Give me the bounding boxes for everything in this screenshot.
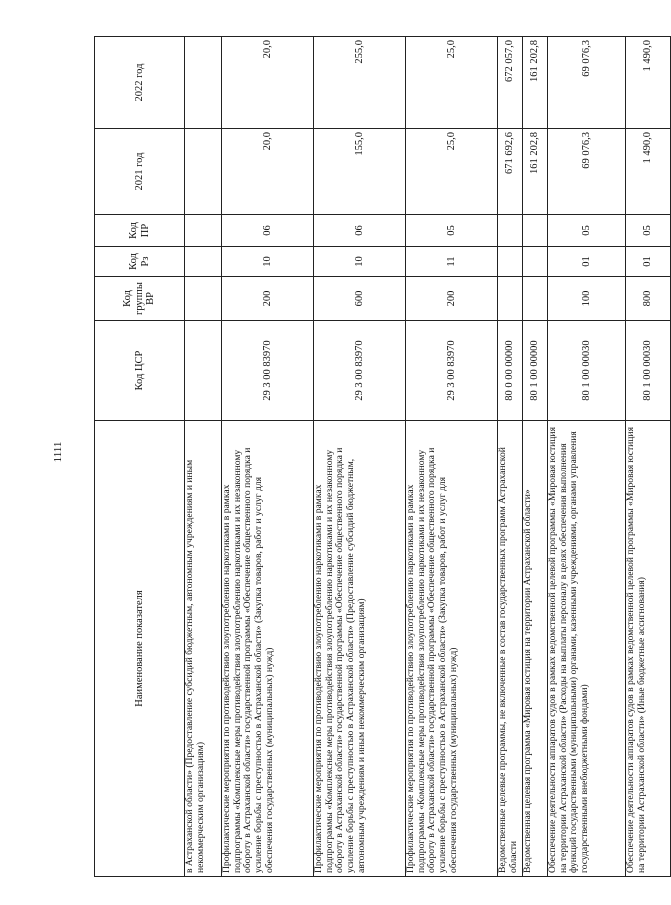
row-pr	[185, 215, 222, 247]
row-vr	[185, 277, 222, 321]
table-row	[498, 37, 523, 877]
budget-table	[94, 36, 671, 877]
row-name: Профилактические мероприятия по противодействию злоупотреблению наркотиками в рамках подпрограммы «Комплексные меры противодействия злоупотреблению наркотиками и их незаконному обороту в Астраханской области» государственной программы «Обеспечение общественного порядка и усиление борьбы с преступностью в Астраханской области» (Закупка товаров, работ и услуг для обеспечения государственных (муниципальных) нужд)	[406, 421, 498, 877]
table-row	[626, 37, 671, 877]
row-2022: 161 202,8	[523, 37, 548, 129]
row-2022: 25,0	[406, 37, 498, 129]
row-2021: 671 692,6	[498, 129, 523, 215]
row-csr: 29 3 00 83970	[222, 321, 314, 421]
row-2021: 155,0	[314, 129, 406, 215]
row-2022	[185, 37, 222, 129]
row-pr: 06	[314, 215, 406, 247]
row-vr: 100	[548, 277, 626, 321]
row-csr	[185, 321, 222, 421]
row-name: Профилактические мероприятия по противодействию злоупотреблению наркотиками в рамках подпрограммы «Комплексные меры противодействия злоупотреблению наркотиками и их незаконному обороту в Астраханской области» государственной программы «Обеспечение общественного порядка и усиление борьбы с преступностью в Астраханской области» (Закупка товаров, работ и услуг для обеспечения государственных (муниципальных) нужд)	[222, 421, 314, 877]
table-row	[314, 37, 406, 877]
row-vr	[498, 277, 523, 321]
row-rz: 10	[222, 247, 314, 277]
row-pr: 05	[626, 215, 671, 247]
header-pr: Код ПР	[95, 215, 185, 247]
row-name: в Астраханской области» (Предоставление субсидий бюджетным, автономным учреждениям и иным некоммерческим организациям)	[185, 421, 222, 877]
row-rz: 01	[548, 247, 626, 277]
row-csr: 80 0 00 00000	[498, 321, 523, 421]
header-vr: Код группы ВР	[95, 277, 185, 321]
row-2021: 69 076,3	[548, 129, 626, 215]
header-2022: 2022 год	[95, 37, 185, 129]
row-name: Профилактические мероприятия по противодействию злоупотреблению наркотиками в рамках подпрограммы «Комплексные меры противодействия злоупотреблению наркотиками и их незаконному обороту в Астраханской области» государственной программы «Обеспечение общественного порядка и усиление борьбы с преступностью в Астраханской области» (Предоставление субсидий бюджетным, автономным учреждениям и иным некоммерческим организациям)	[314, 421, 406, 877]
row-pr: 05	[406, 215, 498, 247]
row-name: Обеспечение деятельности аппаратов судов в рамках ведомственной целевой программы «Мировая юстиция на территории Астраханской области» (Иные бюджетные ассигнования)	[626, 421, 671, 877]
row-csr: 29 3 00 83970	[406, 321, 498, 421]
row-2021: 25,0	[406, 129, 498, 215]
row-2022: 20,0	[222, 37, 314, 129]
row-pr: 06	[222, 215, 314, 247]
row-2021: 20,0	[222, 129, 314, 215]
row-vr: 200	[222, 277, 314, 321]
row-name: Ведомственные целевые программы, не включенные в состав государственных программ Астраханской области	[498, 421, 523, 877]
row-2022: 69 076,3	[548, 37, 626, 129]
header-name: Наименование показателя	[95, 421, 185, 877]
row-2022: 672 057,0	[498, 37, 523, 129]
row-rz	[523, 247, 548, 277]
row-rz: 11	[406, 247, 498, 277]
header-rz: Код Рз	[95, 247, 185, 277]
page-number: 1111	[52, 441, 64, 463]
table-row	[523, 37, 548, 877]
row-csr: 29 3 00 83970	[314, 321, 406, 421]
header-2021: 2021 год	[95, 129, 185, 215]
rotated-table-container	[94, 37, 654, 877]
row-vr: 200	[406, 277, 498, 321]
table-row	[406, 37, 498, 877]
table-row	[222, 37, 314, 877]
row-rz	[498, 247, 523, 277]
header-csr: Код ЦСР	[95, 321, 185, 421]
row-vr: 800	[626, 277, 671, 321]
row-rz: 01	[626, 247, 671, 277]
row-csr: 80 1 00 00000	[523, 321, 548, 421]
row-2021	[185, 129, 222, 215]
row-name: Ведомственная целевая программа «Мировая юстиция на территории Астраханской области»	[523, 421, 548, 877]
row-2022: 255,0	[314, 37, 406, 129]
row-pr: 05	[548, 215, 626, 247]
row-rz	[185, 247, 222, 277]
row-csr: 80 1 00 00030	[626, 321, 671, 421]
row-vr: 600	[314, 277, 406, 321]
row-2022: 1 490,0	[626, 37, 671, 129]
row-rz: 10	[314, 247, 406, 277]
row-name: Обеспечение деятельности аппаратов судов в рамках ведомственной целевой программы «Мировая юстиция на территории Астраханской области» (Расходы на выплаты персоналу в целях обеспечения выполнения функций государственными (муниципальными) органами, казенными учреждениями, органами управления государственными внебюджетными фондами)	[548, 421, 626, 877]
row-pr	[523, 215, 548, 247]
table-row	[185, 37, 222, 877]
row-2021: 1 490,0	[626, 129, 671, 215]
row-2021: 161 202,8	[523, 129, 548, 215]
row-pr	[498, 215, 523, 247]
table-row	[548, 37, 626, 877]
row-vr	[523, 277, 548, 321]
row-csr: 80 1 00 00030	[548, 321, 626, 421]
